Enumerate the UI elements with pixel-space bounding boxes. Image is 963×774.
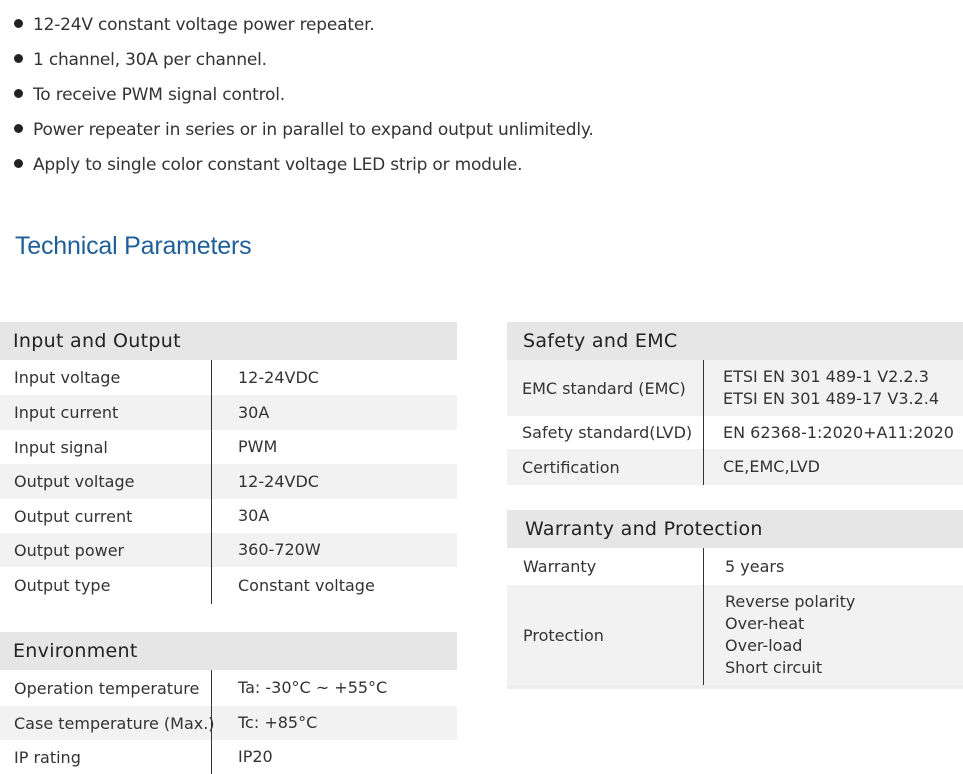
param-value: 12-24VDC bbox=[238, 367, 319, 387]
param-name: Protection bbox=[507, 585, 704, 685]
table-row bbox=[0, 670, 457, 706]
feature-item bbox=[14, 148, 594, 183]
param-name: Output type bbox=[0, 567, 212, 604]
param-value: 30A bbox=[238, 402, 270, 422]
param-value: 5 years bbox=[725, 556, 785, 576]
feature-text: To receive PWM signal control. bbox=[33, 85, 285, 105]
param-name: Safety standard(LVD) bbox=[507, 416, 704, 449]
table-header: Environment bbox=[0, 632, 457, 670]
bullet-icon bbox=[14, 89, 23, 98]
param-value: IP20 bbox=[238, 747, 273, 766]
table-row bbox=[507, 416, 963, 449]
table-row bbox=[0, 706, 457, 740]
table-row bbox=[507, 585, 963, 685]
table-divider bbox=[507, 685, 963, 689]
feature-item bbox=[14, 113, 594, 148]
param-value: Tc: +85°C bbox=[238, 713, 318, 732]
param-name: Output power bbox=[0, 533, 212, 567]
table-row bbox=[0, 740, 457, 774]
param-name: Operation temperature bbox=[0, 670, 212, 706]
environment-table bbox=[0, 632, 457, 774]
table-header: Input and Output bbox=[0, 322, 457, 360]
param-value: Ta: -30°C ~ +55°C bbox=[238, 678, 388, 697]
param-name: Output current bbox=[0, 499, 212, 533]
param-value: 360-720W bbox=[238, 540, 321, 559]
param-name: Certification bbox=[507, 449, 704, 485]
feature-item bbox=[14, 43, 594, 78]
param-name: EMC standard (EMC) bbox=[507, 360, 704, 416]
param-value-line: Reverse polarity bbox=[725, 592, 856, 611]
table-row bbox=[0, 464, 457, 499]
param-value: PWM bbox=[238, 437, 278, 456]
bullet-icon bbox=[14, 159, 23, 168]
param-name: IP rating bbox=[0, 740, 212, 774]
param-value: Constant voltage bbox=[238, 575, 375, 595]
param-value-line: Over-load bbox=[725, 636, 803, 655]
param-value bbox=[704, 585, 855, 685]
param-value: CE,EMC,LVD bbox=[723, 457, 820, 476]
param-name: Output voltage bbox=[0, 464, 212, 499]
param-value-line: Short circuit bbox=[725, 658, 823, 677]
feature-text: Apply to single color constant voltage LED strip or module. bbox=[33, 155, 523, 175]
feature-item bbox=[14, 8, 594, 43]
bullet-icon bbox=[14, 124, 23, 133]
param-name: Input voltage bbox=[0, 360, 212, 395]
table-row bbox=[0, 360, 457, 395]
table-row bbox=[507, 360, 963, 416]
table-row bbox=[0, 567, 457, 604]
bullet-icon bbox=[14, 54, 23, 63]
table-header: Safety and EMC bbox=[507, 322, 963, 360]
param-name: Case temperature (Max.) bbox=[0, 706, 212, 740]
table-row bbox=[507, 449, 963, 485]
param-value: 30A bbox=[238, 506, 270, 525]
feature-text: Power repeater in series or in parallel to expand output unlimitedly. bbox=[33, 120, 594, 140]
param-value-line: ETSI EN 301 489-1 V2.2.3 bbox=[723, 367, 929, 386]
section-title: Technical Parameters bbox=[15, 232, 252, 260]
safety-emc-table bbox=[507, 322, 963, 485]
table-header: Warranty and Protection bbox=[507, 510, 963, 548]
feature-text: 1 channel, 30A per channel. bbox=[33, 50, 267, 70]
table-row bbox=[507, 548, 963, 585]
feature-list bbox=[14, 8, 594, 183]
table-row bbox=[0, 499, 457, 533]
param-value: 12-24VDC bbox=[238, 471, 319, 491]
bullet-icon bbox=[14, 19, 23, 28]
feature-item bbox=[14, 78, 594, 113]
param-name: Input signal bbox=[0, 430, 212, 464]
warranty-protection-table bbox=[507, 510, 963, 689]
param-value-line: ETSI EN 301 489-17 V3.2.4 bbox=[723, 389, 940, 408]
param-name: Input current bbox=[0, 395, 212, 430]
param-name: Warranty bbox=[507, 548, 704, 585]
param-value-line: Over-heat bbox=[725, 614, 805, 633]
input-output-table bbox=[0, 322, 457, 604]
param-value bbox=[704, 360, 939, 416]
feature-text: 12-24V constant voltage power repeater. bbox=[33, 15, 375, 35]
table-row bbox=[0, 533, 457, 567]
param-value: EN 62368-1:2020+A11:2020 bbox=[723, 422, 954, 442]
table-row bbox=[0, 430, 457, 464]
table-row bbox=[0, 395, 457, 430]
